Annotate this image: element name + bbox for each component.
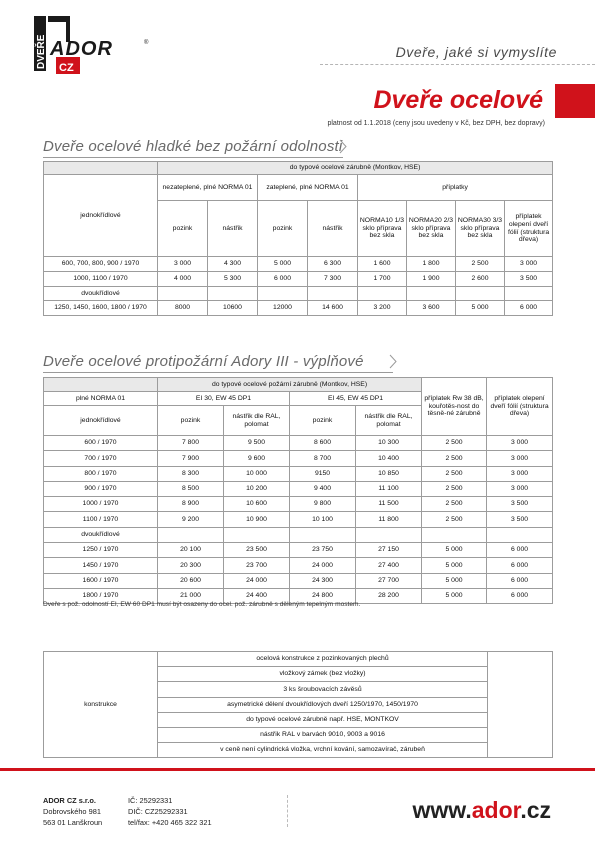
price-cell: 3 000 <box>487 436 553 451</box>
price-cell: 1 600 <box>358 257 407 272</box>
s1-sub-header: příplatek olepení dveří fólií (struktura dřeva) <box>505 201 553 257</box>
web-brand: ador <box>471 797 521 823</box>
section1-price-table <box>43 161 553 316</box>
price-cell: 10 600 <box>224 497 290 512</box>
s2-sub-header: pozink <box>158 406 224 436</box>
ador-logo <box>22 14 152 76</box>
price-cell: 23 700 <box>224 558 290 573</box>
price-cell: 5 000 <box>422 573 487 588</box>
s1-corner-cell <box>44 162 158 175</box>
table-row <box>44 257 553 272</box>
price-cell: 6 000 <box>487 558 553 573</box>
empty-cell <box>224 527 290 542</box>
footer-divider <box>0 768 595 771</box>
s2-group-b-header: EI 45, EW 45 DP1 <box>290 392 422 406</box>
s2-size-cell: 1100 / 1970 <box>44 512 158 527</box>
price-cell: 4 000 <box>158 272 208 287</box>
construction-blank <box>488 652 553 758</box>
title-accent-bar <box>555 84 595 118</box>
price-cell: 9 500 <box>224 436 290 451</box>
price-cell: 5 000 <box>258 257 308 272</box>
price-cell: 6 000 <box>487 573 553 588</box>
price-cell: 5 000 <box>422 543 487 558</box>
price-cell: 10600 <box>208 301 258 316</box>
price-cell: 3 200 <box>358 301 407 316</box>
s2-group-a-header: EI 30, EW 45 DP1 <box>158 392 290 406</box>
empty-cell <box>158 527 224 542</box>
section1-underline <box>43 157 343 158</box>
empty-cell <box>505 287 553 301</box>
price-cell: 3 000 <box>505 257 553 272</box>
empty-cell <box>356 527 422 542</box>
s1-sub-header: NORMA20 2/3 sklo příprava bez skla <box>407 201 456 257</box>
price-cell: 24 300 <box>290 573 356 588</box>
chevron-right-icon <box>338 139 348 154</box>
price-cell: 5 300 <box>208 272 258 287</box>
price-cell: 10 200 <box>224 481 290 496</box>
construction-label: konstrukce <box>44 652 158 758</box>
price-cell: 20 600 <box>158 573 224 588</box>
price-cell: 2 500 <box>422 436 487 451</box>
price-cell: 3 000 <box>487 466 553 481</box>
table-row <box>44 481 553 496</box>
price-cell: 8000 <box>158 301 208 316</box>
table-row <box>44 512 553 527</box>
price-cell: 2 500 <box>422 451 487 466</box>
web-suffix: .cz <box>520 797 551 823</box>
price-cell: 9 600 <box>224 451 290 466</box>
price-cell: 10 300 <box>356 436 422 451</box>
construction-table <box>43 651 553 758</box>
price-cell: 3 000 <box>158 257 208 272</box>
construction-item: asymetrické dělení dvoukřídlových dveří 1250/1970, 1450/1970 <box>158 697 488 712</box>
price-cell: 10 900 <box>224 512 290 527</box>
price-cell: 7 900 <box>158 451 224 466</box>
table-row <box>44 466 553 481</box>
price-cell: 9 800 <box>290 497 356 512</box>
price-cell: 20 100 <box>158 543 224 558</box>
s2-size-cell: 1000 / 1970 <box>44 497 158 512</box>
price-cell: 1 800 <box>407 257 456 272</box>
empty-cell <box>358 287 407 301</box>
s2-size-cell: 900 / 1970 <box>44 481 158 496</box>
logo-word: ADOR <box>50 38 113 60</box>
table-row <box>44 573 553 588</box>
registered-mark: ® <box>144 40 149 46</box>
table-row <box>44 497 553 512</box>
construction-item: ocelová konstrukce z pozinkovaných plechů <box>158 652 488 667</box>
s1-sub-header: NORMA30 3/3 sklo příprava bez skla <box>456 201 505 257</box>
price-cell: 27 150 <box>356 543 422 558</box>
empty-cell <box>290 527 356 542</box>
s1-sub-header: NORMA10 1/3 sklo příprava bez skla <box>358 201 407 257</box>
s2-foil-header: příplatek olepení dveří fólií (struktura dřeva) <box>487 378 553 436</box>
s2-rw-header: příplatek Rw 38 dB, kouřotěs-nost do těsně-né zárubně <box>422 378 487 436</box>
s1-frame-header: do typové ocelové zárubně (Montkov, HSE) <box>158 162 553 175</box>
empty-cell <box>487 527 553 542</box>
price-cell: 6 000 <box>487 543 553 558</box>
price-cell: 12000 <box>258 301 308 316</box>
price-cell: 8 900 <box>158 497 224 512</box>
footer-ids <box>128 795 212 828</box>
price-cell: 2 500 <box>422 481 487 496</box>
price-cell: 23 750 <box>290 543 356 558</box>
web-prefix: www. <box>412 797 472 823</box>
empty-cell <box>422 527 487 542</box>
price-cell: 10 400 <box>356 451 422 466</box>
s2-size-cell: 1450 / 1970 <box>44 558 158 573</box>
price-cell: 10 000 <box>224 466 290 481</box>
fire-resistance-footnote: Dveře s pož. odolností EI, EW 60 DP1 musí být osazeny do ocel. pož. zárubně s děleným tepelným mostem. <box>43 601 361 608</box>
empty-cell <box>456 287 505 301</box>
s2-full-header: plné NORMA 01 <box>44 392 158 406</box>
slogan-divider <box>320 64 595 65</box>
section2-title: Dveře ocelové protipožární Adory III - výplňové <box>43 353 364 370</box>
price-cell: 2 600 <box>456 272 505 287</box>
s1-sub-header: nástřik <box>208 201 258 257</box>
s1-group-b-header: zateplené, plné NORMA 01 <box>258 175 358 201</box>
price-cell: 2 500 <box>422 512 487 527</box>
price-cell: 11 800 <box>356 512 422 527</box>
price-cell: 5 000 <box>422 558 487 573</box>
s1-group-a-header: nezateplené, plné NORMA 01 <box>158 175 258 201</box>
s2-row-label-double: dvoukřídlové <box>44 527 158 542</box>
construction-item: nástřik RAL v barvách 9010, 9003 a 9016 <box>158 727 488 742</box>
empty-cell <box>208 287 258 301</box>
price-cell: 2 500 <box>456 257 505 272</box>
price-cell: 8 600 <box>290 436 356 451</box>
footer-phone: tel/fax: +420 465 322 321 <box>128 818 212 827</box>
price-cell: 27 700 <box>356 573 422 588</box>
construction-item: v ceně není cylindrická vložka, vrchní kování, samozavírač, zárubeň <box>158 743 488 758</box>
website-link[interactable] <box>413 797 551 824</box>
s1-group-c-header: příplatky <box>358 175 553 201</box>
price-cell: 23 500 <box>224 543 290 558</box>
footer-city: 563 01 Lanškroun <box>43 818 103 827</box>
empty-cell <box>158 287 208 301</box>
price-cell: 6 000 <box>258 272 308 287</box>
price-cell: 27 400 <box>356 558 422 573</box>
price-cell: 10 100 <box>290 512 356 527</box>
price-cell: 9 400 <box>290 481 356 496</box>
price-cell: 14 600 <box>308 301 358 316</box>
price-cell: 7 800 <box>158 436 224 451</box>
footer-ico: IČ: 25292331 <box>128 796 173 805</box>
price-cell: 24 400 <box>224 588 290 603</box>
s1-sub-header: pozink <box>258 201 308 257</box>
table-row <box>44 436 553 451</box>
empty-cell <box>308 287 358 301</box>
price-cell: 9150 <box>290 466 356 481</box>
footer-dic: DIČ: CZ25292331 <box>128 807 188 816</box>
price-cell: 21 000 <box>158 588 224 603</box>
section1-title: Dveře ocelové hladké bez požární odolnosti <box>43 138 343 155</box>
s2-size-cell: 800 / 1970 <box>44 466 158 481</box>
s2-row-label-single: jednokřídlové <box>44 406 158 436</box>
s1-row-label-double: dvoukřídlové <box>44 287 158 301</box>
price-cell: 1 700 <box>358 272 407 287</box>
section1-heading <box>43 138 342 156</box>
section2-underline <box>43 372 393 373</box>
price-cell: 5 000 <box>456 301 505 316</box>
footer-company: ADOR CZ s.r.o. <box>43 796 96 805</box>
s1-sub-header: pozink <box>158 201 208 257</box>
price-cell: 3 000 <box>487 451 553 466</box>
price-cell: 3 000 <box>487 481 553 496</box>
s1-row-label-single: jednokřídlové <box>44 175 158 257</box>
price-cell: 2 500 <box>422 497 487 512</box>
section2-price-table <box>43 377 553 604</box>
logo-side-text: DVEŘE <box>36 34 47 69</box>
s2-sub-header: nástřik dle RAL, polomat <box>356 406 422 436</box>
price-cell: 8 300 <box>158 466 224 481</box>
construction-item: 3 ks šroubovacích závěsů <box>158 682 488 697</box>
table-row <box>44 543 553 558</box>
s2-size-cell: 600 / 1970 <box>44 436 158 451</box>
table-row <box>44 301 553 316</box>
price-cell: 3 500 <box>487 497 553 512</box>
chevron-right-icon <box>388 354 398 369</box>
validity-note: platnost od 1.1.2018 (ceny jsou uvedeny v Kč, bez DPH, bez dopravy) <box>327 120 545 127</box>
construction-item: vložkový zámek (bez vložky) <box>158 667 488 682</box>
price-cell: 20 300 <box>158 558 224 573</box>
s2-frame-header: do typové ocelové požární zárubně (Montkov, HSE) <box>158 378 422 392</box>
s1-size-cell: 600, 700, 800, 900 / 1970 <box>44 257 158 272</box>
price-cell: 11 100 <box>356 481 422 496</box>
s2-size-cell: 1250 / 1970 <box>44 543 158 558</box>
construction-item: do typové ocelové zárubně např. HSE, MONTKOV <box>158 712 488 727</box>
s2-sub-header: pozink <box>290 406 356 436</box>
slogan: Dveře, jaké si vymyslíte <box>395 44 557 60</box>
s2-corner-cell <box>44 378 158 392</box>
price-cell: 3 600 <box>407 301 456 316</box>
table-row <box>44 272 553 287</box>
s1-size-cell: 1250, 1450, 1600, 1800 / 1970 <box>44 301 158 316</box>
footer-address <box>43 795 102 828</box>
price-cell: 9 200 <box>158 512 224 527</box>
price-cell: 11 500 <box>356 497 422 512</box>
price-cell: 2 500 <box>422 466 487 481</box>
price-cell: 4 300 <box>208 257 258 272</box>
s2-size-cell: 1800 / 1970 <box>44 588 158 603</box>
section2-heading <box>43 353 364 371</box>
s2-size-cell: 1600 / 1970 <box>44 573 158 588</box>
price-cell: 6 300 <box>308 257 358 272</box>
logo-suffix: CZ <box>59 62 74 74</box>
price-cell: 10 850 <box>356 466 422 481</box>
price-cell: 3 500 <box>505 272 553 287</box>
price-cell: 3 500 <box>487 512 553 527</box>
s2-size-cell: 700 / 1970 <box>44 451 158 466</box>
price-cell: 8 700 <box>290 451 356 466</box>
table-row <box>44 451 553 466</box>
price-cell: 6 000 <box>505 301 553 316</box>
s1-size-cell: 1000, 1100 / 1970 <box>44 272 158 287</box>
page-title: Dveře ocelové <box>373 86 543 114</box>
price-cell: 24 000 <box>224 573 290 588</box>
empty-cell <box>258 287 308 301</box>
price-cell: 28 200 <box>356 588 422 603</box>
slogan-bar <box>320 44 595 64</box>
footer-separator <box>287 795 288 827</box>
table-row <box>44 558 553 573</box>
footer-street: Dobrovského 981 <box>43 807 101 816</box>
empty-cell <box>407 287 456 301</box>
s1-sub-header: nástřik <box>308 201 358 257</box>
price-cell: 1 900 <box>407 272 456 287</box>
s2-sub-header: nástřik dle RAL, polomat <box>224 406 290 436</box>
price-cell: 6 000 <box>487 588 553 603</box>
price-cell: 7 300 <box>308 272 358 287</box>
price-cell: 24 000 <box>290 558 356 573</box>
price-cell: 8 500 <box>158 481 224 496</box>
price-cell: 24 800 <box>290 588 356 603</box>
price-cell: 5 000 <box>422 588 487 603</box>
